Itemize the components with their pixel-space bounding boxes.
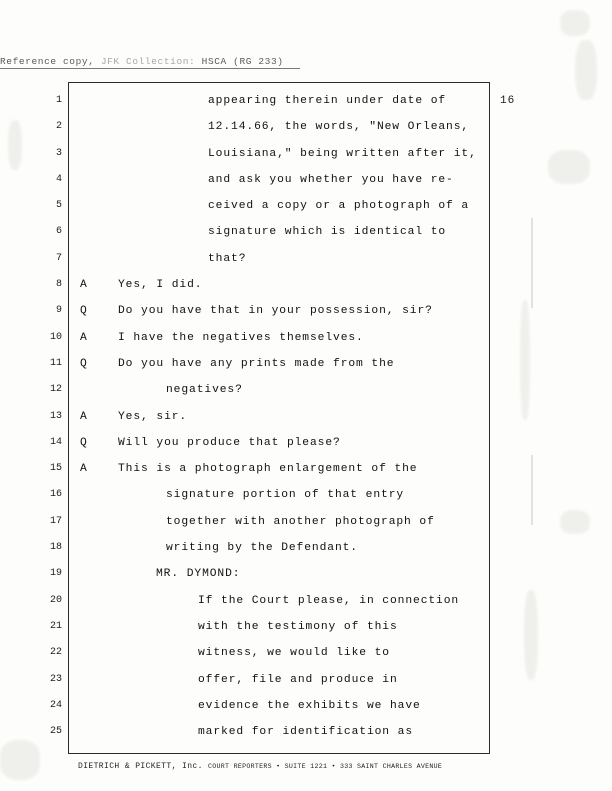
reporter-firm: DIETRICH & PICKETT, Inc. bbox=[78, 762, 203, 771]
transcript-line bbox=[80, 588, 500, 614]
transcript-line bbox=[80, 114, 500, 140]
line-number: 3 bbox=[55, 147, 62, 159]
transcript-text: I have the negatives themselves. bbox=[118, 331, 364, 344]
transcript-text: and ask you whether you have re- bbox=[208, 173, 454, 186]
reporter-footer bbox=[78, 762, 518, 771]
transcript-text: evidence the exhibits we have bbox=[198, 699, 421, 712]
transcript-text: Do you have that in your possession, sir? bbox=[118, 305, 433, 318]
transcript-line bbox=[80, 272, 500, 298]
transcript-line bbox=[80, 404, 500, 430]
transcript-text: writing by the Defendant. bbox=[166, 542, 358, 555]
reference-stamp bbox=[0, 56, 284, 67]
line-number: 9 bbox=[55, 305, 62, 317]
line-number: 20 bbox=[49, 594, 62, 606]
transcript-text: witness, we would like to bbox=[198, 647, 390, 660]
transcript-text: appearing therein under date of bbox=[208, 95, 447, 107]
transcript-text: Louisiana," being written after it, bbox=[208, 147, 477, 160]
transcript-text: signature portion of that entry bbox=[166, 489, 405, 502]
line-number: 24 bbox=[49, 699, 62, 711]
line-number: 11 bbox=[49, 357, 62, 369]
transcript-text: 12.14.66, the words, "New Orleans, bbox=[208, 121, 470, 134]
reference-suffix: HSCA (RG 233) bbox=[201, 56, 284, 67]
transcript-line bbox=[80, 614, 500, 640]
line-number: 12 bbox=[49, 384, 62, 396]
scan-artifact bbox=[531, 455, 533, 525]
line-number: 2 bbox=[55, 121, 62, 133]
speaker-label: Q bbox=[80, 357, 88, 370]
line-number: 1 bbox=[55, 95, 62, 106]
line-number: 6 bbox=[55, 226, 62, 238]
transcript-text: negatives? bbox=[166, 384, 243, 397]
scan-artifact bbox=[548, 150, 590, 184]
speaker-label: A bbox=[80, 463, 88, 476]
transcript-text: signature which is identical to bbox=[208, 226, 447, 239]
transcript-text: marked for identification as bbox=[198, 726, 414, 739]
transcript-line bbox=[80, 693, 500, 719]
reporter-detail: COURT REPORTERS • SUITE 1221 • 333 SAINT CHARLES AVENUE bbox=[208, 763, 443, 770]
scan-artifact bbox=[531, 218, 533, 308]
transcript-line bbox=[80, 88, 500, 114]
transcript-text: that? bbox=[208, 252, 247, 265]
transcript-line bbox=[80, 561, 500, 587]
line-number: 15 bbox=[49, 463, 62, 475]
scan-artifact bbox=[524, 590, 538, 680]
transcript-line bbox=[80, 535, 500, 561]
line-number: 21 bbox=[49, 620, 62, 632]
transcript-line bbox=[80, 246, 500, 272]
transcript-line bbox=[80, 351, 500, 377]
transcript-line bbox=[80, 377, 500, 403]
transcript-text: This is a photograph enlargement of the bbox=[118, 463, 418, 476]
transcript-line bbox=[80, 509, 500, 535]
transcript-text: ceived a copy or a photograph of a bbox=[208, 200, 470, 213]
transcript-text: Yes, I did. bbox=[118, 279, 203, 292]
transcript-line bbox=[80, 640, 500, 666]
transcript-text: Will you produce that please? bbox=[118, 436, 341, 449]
transcript-line bbox=[80, 456, 500, 482]
line-number: 23 bbox=[49, 673, 62, 685]
speaker-label: A bbox=[80, 331, 88, 344]
line-number: 22 bbox=[49, 647, 62, 659]
transcript-text: Do you have any prints made from the bbox=[118, 357, 395, 370]
line-number: 18 bbox=[49, 542, 62, 554]
transcript-line bbox=[80, 141, 500, 167]
line-number-column bbox=[38, 88, 62, 745]
line-number: 16 bbox=[49, 489, 62, 501]
transcript-line bbox=[80, 325, 500, 351]
line-number: 5 bbox=[55, 200, 62, 212]
transcript-line bbox=[80, 298, 500, 324]
speaker-label: Q bbox=[80, 436, 88, 449]
scan-artifact bbox=[8, 120, 22, 170]
transcript-line bbox=[80, 719, 500, 745]
line-number: 7 bbox=[55, 252, 62, 264]
transcript-line bbox=[80, 482, 500, 508]
line-number: 4 bbox=[55, 173, 62, 185]
transcript-line bbox=[80, 167, 500, 193]
line-number: 13 bbox=[49, 410, 62, 422]
scan-artifact bbox=[0, 740, 40, 780]
transcript-text: with the testimony of this bbox=[198, 620, 398, 633]
speaker-label: Q bbox=[80, 305, 88, 318]
transcript-line bbox=[80, 430, 500, 456]
line-number: 10 bbox=[49, 331, 62, 343]
reference-collection: JFK Collection: bbox=[100, 56, 196, 67]
scan-artifact bbox=[520, 300, 530, 420]
transcript-line bbox=[80, 667, 500, 693]
line-number: 17 bbox=[49, 515, 62, 527]
reference-prefix: Reference copy, bbox=[0, 56, 95, 67]
line-number: 25 bbox=[49, 726, 62, 738]
transcript-text: offer, file and produce in bbox=[198, 673, 398, 686]
header-rule bbox=[0, 68, 300, 69]
speaker-label: A bbox=[80, 410, 88, 423]
transcript-line bbox=[80, 219, 500, 245]
line-number: 19 bbox=[49, 568, 62, 580]
page-number: 16 bbox=[500, 95, 516, 107]
transcript-text: If the Court please, in connection bbox=[198, 594, 460, 607]
transcript-text: together with another photograph of bbox=[166, 515, 435, 528]
transcript-body bbox=[80, 88, 500, 745]
scan-artifact bbox=[560, 10, 590, 36]
transcript-text: MR. DYMOND: bbox=[156, 568, 241, 581]
transcript-line bbox=[80, 193, 500, 219]
line-number: 14 bbox=[49, 436, 62, 448]
scan-artifact bbox=[560, 510, 590, 534]
line-number: 8 bbox=[55, 279, 62, 291]
transcript-text: Yes, sir. bbox=[118, 410, 188, 423]
speaker-label: A bbox=[80, 279, 88, 292]
scan-artifact bbox=[575, 40, 597, 100]
